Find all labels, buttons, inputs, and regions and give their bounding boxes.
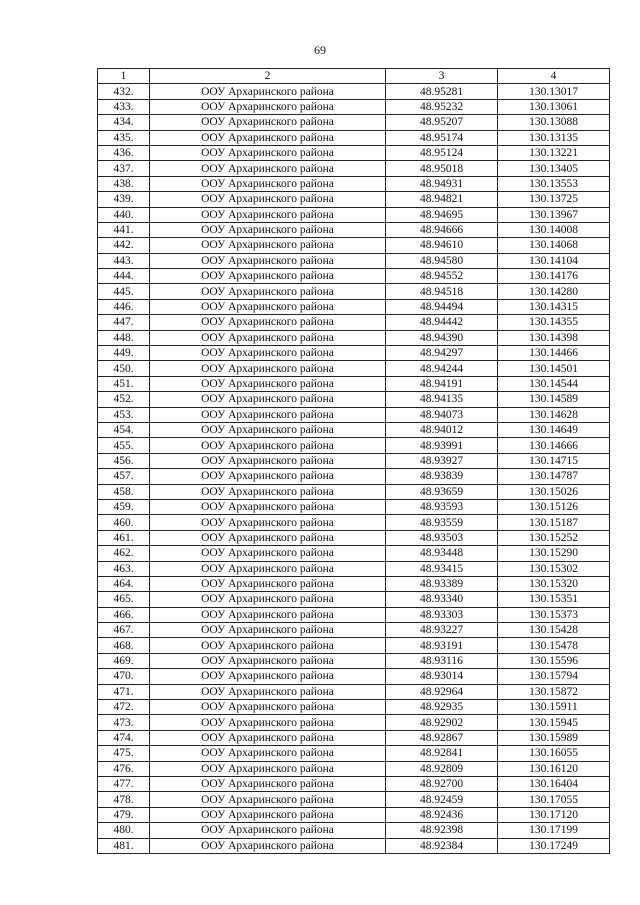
longitude-cell: 130.13553 xyxy=(498,176,610,191)
organization-cell: ООУ Архаринского района xyxy=(150,99,386,114)
latitude-cell: 48.92935 xyxy=(386,700,498,715)
table-row xyxy=(98,715,610,730)
table-row xyxy=(98,730,610,745)
longitude-cell: 130.14068 xyxy=(498,238,610,253)
latitude-cell: 48.92841 xyxy=(386,746,498,761)
organization-cell: ООУ Архаринского района xyxy=(150,176,386,191)
latitude-cell: 48.94073 xyxy=(386,407,498,422)
row-number-cell: 434. xyxy=(98,115,150,130)
row-number-cell: 457. xyxy=(98,469,150,484)
row-number-cell: 456. xyxy=(98,453,150,468)
latitude-cell: 48.92902 xyxy=(386,715,498,730)
table-row xyxy=(98,576,610,591)
longitude-cell: 130.13061 xyxy=(498,99,610,114)
latitude-cell: 48.92398 xyxy=(386,823,498,838)
table-row xyxy=(98,807,610,822)
latitude-cell: 48.95174 xyxy=(386,130,498,145)
row-number-cell: 466. xyxy=(98,607,150,622)
row-number-cell: 467. xyxy=(98,623,150,638)
table-row xyxy=(98,469,610,484)
latitude-cell: 48.92964 xyxy=(386,684,498,699)
longitude-cell: 130.17055 xyxy=(498,792,610,807)
longitude-cell: 130.13017 xyxy=(498,84,610,99)
organization-cell: ООУ Архаринского района xyxy=(150,823,386,838)
latitude-cell: 48.93659 xyxy=(386,484,498,499)
table-row xyxy=(98,84,610,99)
table-row xyxy=(98,561,610,576)
longitude-cell: 130.15911 xyxy=(498,700,610,715)
row-number-cell: 452. xyxy=(98,392,150,407)
row-number-cell: 451. xyxy=(98,376,150,391)
longitude-cell: 130.14649 xyxy=(498,422,610,437)
organization-cell: ООУ Архаринского района xyxy=(150,438,386,453)
latitude-cell: 48.92459 xyxy=(386,792,498,807)
row-number-cell: 460. xyxy=(98,515,150,530)
latitude-cell: 48.94518 xyxy=(386,284,498,299)
longitude-cell: 130.14008 xyxy=(498,222,610,237)
longitude-cell: 130.14666 xyxy=(498,438,610,453)
row-number-cell: 447. xyxy=(98,315,150,330)
table-row xyxy=(98,161,610,176)
table-row xyxy=(98,315,610,330)
table-row xyxy=(98,392,610,407)
latitude-cell: 48.94695 xyxy=(386,207,498,222)
organization-cell: ООУ Архаринского района xyxy=(150,546,386,561)
row-number-cell: 459. xyxy=(98,499,150,514)
latitude-cell: 48.94666 xyxy=(386,222,498,237)
row-number-cell: 453. xyxy=(98,407,150,422)
organization-cell: ООУ Архаринского района xyxy=(150,192,386,207)
row-number-cell: 439. xyxy=(98,192,150,207)
latitude-cell: 48.94610 xyxy=(386,238,498,253)
organization-cell: ООУ Архаринского района xyxy=(150,515,386,530)
row-number-cell: 462. xyxy=(98,546,150,561)
table-row xyxy=(98,838,610,853)
row-number-cell: 478. xyxy=(98,792,150,807)
longitude-cell: 130.15290 xyxy=(498,546,610,561)
table-row xyxy=(98,607,610,622)
latitude-cell: 48.95018 xyxy=(386,161,498,176)
longitude-cell: 130.14544 xyxy=(498,376,610,391)
latitude-cell: 48.93503 xyxy=(386,530,498,545)
row-number-cell: 472. xyxy=(98,700,150,715)
row-number-cell: 435. xyxy=(98,130,150,145)
latitude-cell: 48.93559 xyxy=(386,515,498,530)
table-row xyxy=(98,192,610,207)
organization-cell: ООУ Архаринского района xyxy=(150,807,386,822)
longitude-cell: 130.15428 xyxy=(498,623,610,638)
row-number-cell: 441. xyxy=(98,222,150,237)
longitude-cell: 130.17199 xyxy=(498,823,610,838)
latitude-cell: 48.93116 xyxy=(386,653,498,668)
coordinates-table xyxy=(97,68,610,854)
organization-cell: ООУ Архаринского района xyxy=(150,361,386,376)
longitude-cell: 130.14280 xyxy=(498,284,610,299)
latitude-cell: 48.92436 xyxy=(386,807,498,822)
table-row xyxy=(98,653,610,668)
table-row xyxy=(98,330,610,345)
row-number-cell: 480. xyxy=(98,823,150,838)
organization-cell: ООУ Архаринского района xyxy=(150,422,386,437)
organization-cell: ООУ Архаринского района xyxy=(150,407,386,422)
latitude-cell: 48.92867 xyxy=(386,730,498,745)
longitude-cell: 130.14466 xyxy=(498,346,610,361)
table-row xyxy=(98,361,610,376)
organization-cell: ООУ Архаринского района xyxy=(150,484,386,499)
row-number-cell: 474. xyxy=(98,730,150,745)
organization-cell: ООУ Архаринского района xyxy=(150,669,386,684)
longitude-cell: 130.14501 xyxy=(498,361,610,376)
latitude-cell: 48.94135 xyxy=(386,392,498,407)
table-header-row xyxy=(98,69,610,84)
longitude-cell: 130.13135 xyxy=(498,130,610,145)
table-row xyxy=(98,746,610,761)
table-row xyxy=(98,207,610,222)
latitude-cell: 48.93448 xyxy=(386,546,498,561)
row-number-cell: 468. xyxy=(98,638,150,653)
column-header-4: 4 xyxy=(498,69,610,84)
latitude-cell: 48.94931 xyxy=(386,176,498,191)
longitude-cell: 130.14628 xyxy=(498,407,610,422)
longitude-cell: 130.15478 xyxy=(498,638,610,653)
table-row xyxy=(98,422,610,437)
table-row xyxy=(98,253,610,268)
longitude-cell: 130.14176 xyxy=(498,269,610,284)
row-number-cell: 443. xyxy=(98,253,150,268)
row-number-cell: 433. xyxy=(98,99,150,114)
row-number-cell: 445. xyxy=(98,284,150,299)
latitude-cell: 48.93227 xyxy=(386,623,498,638)
organization-cell: ООУ Архаринского района xyxy=(150,684,386,699)
row-number-cell: 471. xyxy=(98,684,150,699)
row-number-cell: 449. xyxy=(98,346,150,361)
longitude-cell: 130.15596 xyxy=(498,653,610,668)
latitude-cell: 48.95124 xyxy=(386,145,498,160)
organization-cell: ООУ Архаринского района xyxy=(150,284,386,299)
row-number-cell: 473. xyxy=(98,715,150,730)
table-row xyxy=(98,453,610,468)
row-number-cell: 469. xyxy=(98,653,150,668)
organization-cell: ООУ Архаринского района xyxy=(150,130,386,145)
organization-cell: ООУ Архаринского района xyxy=(150,561,386,576)
organization-cell: ООУ Архаринского района xyxy=(150,469,386,484)
latitude-cell: 48.93389 xyxy=(386,576,498,591)
row-number-cell: 463. xyxy=(98,561,150,576)
table-row xyxy=(98,776,610,791)
table-row xyxy=(98,176,610,191)
row-number-cell: 476. xyxy=(98,761,150,776)
latitude-cell: 48.93191 xyxy=(386,638,498,653)
longitude-cell: 130.17249 xyxy=(498,838,610,853)
latitude-cell: 48.93839 xyxy=(386,469,498,484)
table-row xyxy=(98,222,610,237)
table-row xyxy=(98,346,610,361)
longitude-cell: 130.17120 xyxy=(498,807,610,822)
organization-cell: ООУ Архаринского района xyxy=(150,253,386,268)
organization-cell: ООУ Архаринского района xyxy=(150,115,386,130)
longitude-cell: 130.16404 xyxy=(498,776,610,791)
table-row xyxy=(98,115,610,130)
organization-cell: ООУ Архаринского района xyxy=(150,700,386,715)
row-number-cell: 432. xyxy=(98,84,150,99)
longitude-cell: 130.14715 xyxy=(498,453,610,468)
organization-cell: ООУ Архаринского района xyxy=(150,576,386,591)
table-row xyxy=(98,269,610,284)
latitude-cell: 48.94191 xyxy=(386,376,498,391)
row-number-cell: 458. xyxy=(98,484,150,499)
organization-cell: ООУ Архаринского района xyxy=(150,530,386,545)
longitude-cell: 130.15945 xyxy=(498,715,610,730)
latitude-cell: 48.93340 xyxy=(386,592,498,607)
longitude-cell: 130.16055 xyxy=(498,746,610,761)
longitude-cell: 130.13967 xyxy=(498,207,610,222)
row-number-cell: 461. xyxy=(98,530,150,545)
table-row xyxy=(98,130,610,145)
organization-cell: ООУ Архаринского района xyxy=(150,638,386,653)
organization-cell: ООУ Архаринского района xyxy=(150,746,386,761)
row-number-cell: 454. xyxy=(98,422,150,437)
latitude-cell: 48.94580 xyxy=(386,253,498,268)
longitude-cell: 130.15794 xyxy=(498,669,610,684)
longitude-cell: 130.14104 xyxy=(498,253,610,268)
organization-cell: ООУ Архаринского района xyxy=(150,623,386,638)
organization-cell: ООУ Архаринского района xyxy=(150,330,386,345)
longitude-cell: 130.15320 xyxy=(498,576,610,591)
organization-cell: ООУ Архаринского района xyxy=(150,376,386,391)
column-header-3: 3 xyxy=(386,69,498,84)
table-row xyxy=(98,546,610,561)
table-row xyxy=(98,376,610,391)
latitude-cell: 48.93014 xyxy=(386,669,498,684)
table-row xyxy=(98,407,610,422)
row-number-cell: 477. xyxy=(98,776,150,791)
longitude-cell: 130.14315 xyxy=(498,299,610,314)
column-header-1: 1 xyxy=(98,69,150,84)
latitude-cell: 48.95232 xyxy=(386,99,498,114)
table-row xyxy=(98,238,610,253)
table-row xyxy=(98,484,610,499)
organization-cell: ООУ Архаринского района xyxy=(150,238,386,253)
row-number-cell: 464. xyxy=(98,576,150,591)
organization-cell: ООУ Архаринского района xyxy=(150,761,386,776)
table-row xyxy=(98,823,610,838)
organization-cell: ООУ Архаринского района xyxy=(150,299,386,314)
row-number-cell: 479. xyxy=(98,807,150,822)
table-row xyxy=(98,99,610,114)
row-number-cell: 465. xyxy=(98,592,150,607)
longitude-cell: 130.15373 xyxy=(498,607,610,622)
row-number-cell: 436. xyxy=(98,145,150,160)
latitude-cell: 48.93927 xyxy=(386,453,498,468)
longitude-cell: 130.13088 xyxy=(498,115,610,130)
longitude-cell: 130.14398 xyxy=(498,330,610,345)
row-number-cell: 481. xyxy=(98,838,150,853)
organization-cell: ООУ Архаринского района xyxy=(150,161,386,176)
latitude-cell: 48.92809 xyxy=(386,761,498,776)
table-row xyxy=(98,669,610,684)
organization-cell: ООУ Архаринского района xyxy=(150,145,386,160)
latitude-cell: 48.92700 xyxy=(386,776,498,791)
table-row xyxy=(98,515,610,530)
table-row xyxy=(98,145,610,160)
table-row xyxy=(98,284,610,299)
row-number-cell: 437. xyxy=(98,161,150,176)
table-row xyxy=(98,530,610,545)
longitude-cell: 130.15989 xyxy=(498,730,610,745)
longitude-cell: 130.14787 xyxy=(498,469,610,484)
longitude-cell: 130.16120 xyxy=(498,761,610,776)
row-number-cell: 438. xyxy=(98,176,150,191)
latitude-cell: 48.94552 xyxy=(386,269,498,284)
table-row xyxy=(98,592,610,607)
latitude-cell: 48.94821 xyxy=(386,192,498,207)
latitude-cell: 48.94442 xyxy=(386,315,498,330)
latitude-cell: 48.94390 xyxy=(386,330,498,345)
longitude-cell: 130.15872 xyxy=(498,684,610,699)
latitude-cell: 48.93303 xyxy=(386,607,498,622)
organization-cell: ООУ Архаринского района xyxy=(150,653,386,668)
table-row xyxy=(98,299,610,314)
organization-cell: ООУ Архаринского района xyxy=(150,269,386,284)
longitude-cell: 130.15252 xyxy=(498,530,610,545)
organization-cell: ООУ Архаринского района xyxy=(150,222,386,237)
longitude-cell: 130.15026 xyxy=(498,484,610,499)
row-number-cell: 440. xyxy=(98,207,150,222)
latitude-cell: 48.93593 xyxy=(386,499,498,514)
table-body xyxy=(98,84,610,854)
latitude-cell: 48.94244 xyxy=(386,361,498,376)
row-number-cell: 455. xyxy=(98,438,150,453)
organization-cell: ООУ Архаринского района xyxy=(150,346,386,361)
latitude-cell: 48.95207 xyxy=(386,115,498,130)
organization-cell: ООУ Архаринского района xyxy=(150,792,386,807)
row-number-cell: 446. xyxy=(98,299,150,314)
longitude-cell: 130.15351 xyxy=(498,592,610,607)
latitude-cell: 48.92384 xyxy=(386,838,498,853)
table-row xyxy=(98,761,610,776)
longitude-cell: 130.13221 xyxy=(498,145,610,160)
table-row xyxy=(98,792,610,807)
page-number: 69 xyxy=(314,43,326,57)
organization-cell: ООУ Архаринского района xyxy=(150,84,386,99)
organization-cell: ООУ Архаринского района xyxy=(150,207,386,222)
organization-cell: ООУ Архаринского района xyxy=(150,453,386,468)
longitude-cell: 130.14589 xyxy=(498,392,610,407)
longitude-cell: 130.13725 xyxy=(498,192,610,207)
table-row xyxy=(98,700,610,715)
latitude-cell: 48.94012 xyxy=(386,422,498,437)
table-row xyxy=(98,638,610,653)
latitude-cell: 48.95281 xyxy=(386,84,498,99)
longitude-cell: 130.15302 xyxy=(498,561,610,576)
organization-cell: ООУ Архаринского района xyxy=(150,715,386,730)
organization-cell: ООУ Архаринского района xyxy=(150,392,386,407)
table-row xyxy=(98,438,610,453)
row-number-cell: 442. xyxy=(98,238,150,253)
table-row xyxy=(98,623,610,638)
longitude-cell: 130.15126 xyxy=(498,499,610,514)
latitude-cell: 48.93991 xyxy=(386,438,498,453)
longitude-cell: 130.14355 xyxy=(498,315,610,330)
organization-cell: ООУ Архаринского района xyxy=(150,499,386,514)
longitude-cell: 130.15187 xyxy=(498,515,610,530)
organization-cell: ООУ Архаринского района xyxy=(150,592,386,607)
latitude-cell: 48.93415 xyxy=(386,561,498,576)
table-row xyxy=(98,499,610,514)
row-number-cell: 448. xyxy=(98,330,150,345)
latitude-cell: 48.94494 xyxy=(386,299,498,314)
row-number-cell: 450. xyxy=(98,361,150,376)
row-number-cell: 475. xyxy=(98,746,150,761)
row-number-cell: 470. xyxy=(98,669,150,684)
latitude-cell: 48.94297 xyxy=(386,346,498,361)
organization-cell: ООУ Архаринского района xyxy=(150,776,386,791)
organization-cell: ООУ Архаринского района xyxy=(150,838,386,853)
longitude-cell: 130.13405 xyxy=(498,161,610,176)
organization-cell: ООУ Архаринского района xyxy=(150,730,386,745)
row-number-cell: 444. xyxy=(98,269,150,284)
organization-cell: ООУ Архаринского района xyxy=(150,315,386,330)
table-row xyxy=(98,684,610,699)
organization-cell: ООУ Архаринского района xyxy=(150,607,386,622)
column-header-2: 2 xyxy=(150,69,386,84)
